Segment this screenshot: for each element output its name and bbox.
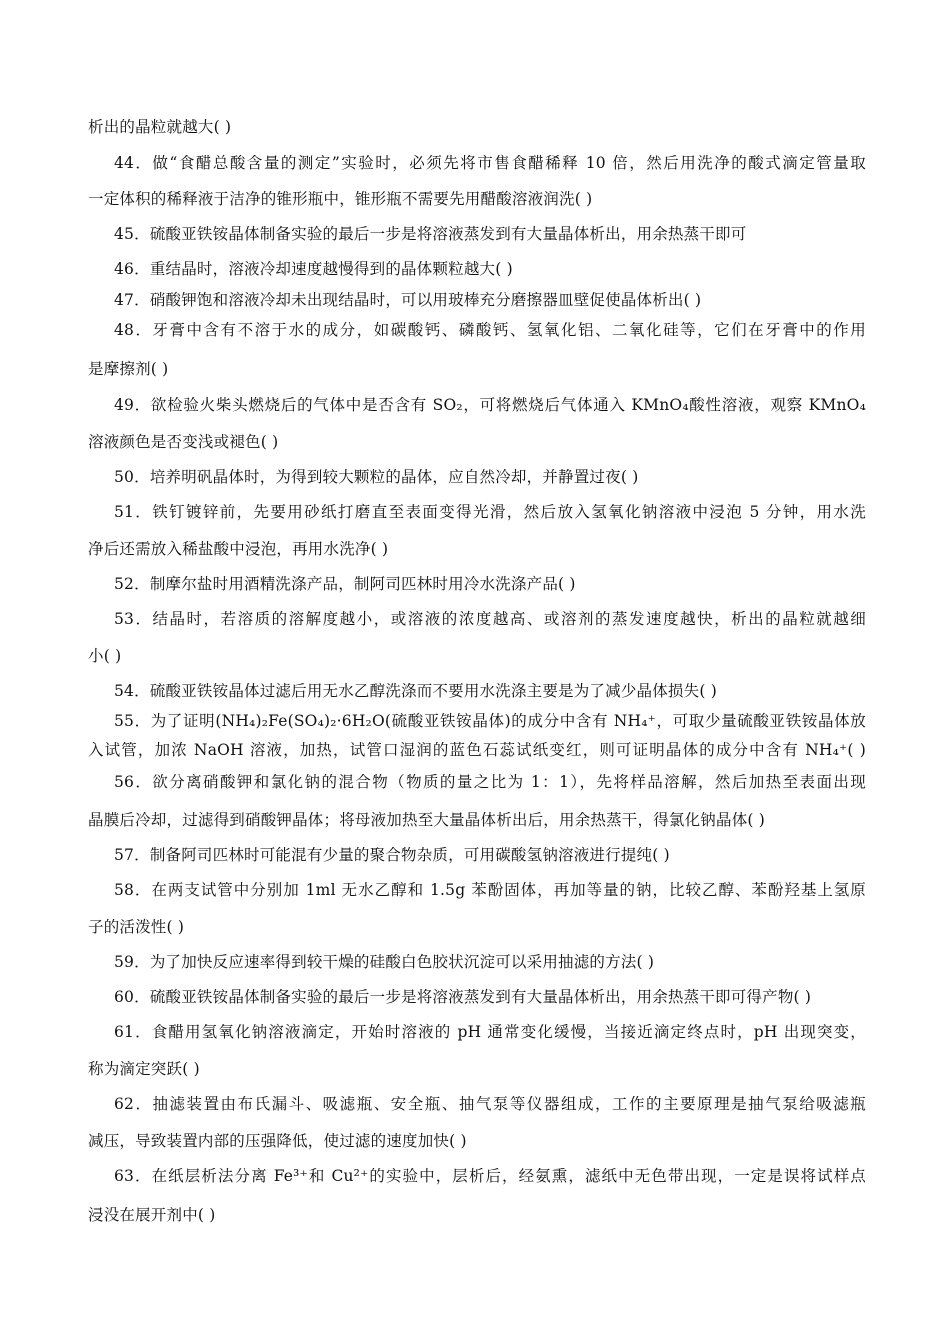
question-51: 51．铁钉镀锌前，先要用砂纸打磨直至表面变得光滑，然后放入氢氧化钠溶液中浸泡 5 分钟，用水洗	[114, 503, 866, 521]
question-54: 54．硫酸亚铁铵晶体过滤后用无水乙醇洗涤而不要用水洗涤主要是为了减少晶体损失( )	[114, 682, 717, 700]
question-46: 46．重结晶时，溶液冷却速度越慢得到的晶体颗粒越大( )	[114, 260, 513, 278]
question-44: 44．做“食醋总酸含量的测定”实验时，必须先将市售食醋稀释 10 倍，然后用洗净的酸式滴定管量取	[114, 154, 866, 172]
question-63: 63．在纸层析法分离 Fe³⁺和 Cu²⁺的实验中，层析后，经氨熏，滤纸中无色带出现，一定是误将试样点	[114, 1167, 866, 1185]
text-line: 溶液颜色是否变浅或褪色( )	[88, 433, 279, 451]
question-49: 49．欲检验火柴头燃烧后的气体中是否含有 SO₂，可将燃烧后气体通入 KMnO₄酸性溶液，观察 KMnO₄	[114, 396, 866, 414]
question-50: 50．培养明矾晶体时，为得到较大颗粒的晶体，应自然冷却，并静置过夜( )	[114, 468, 639, 486]
question-52: 52．制摩尔盐时用酒精洗涤产品，制阿司匹林时用冷水洗涤产品( )	[114, 575, 576, 593]
question-53: 53．结晶时，若溶质的溶解度越小，或溶液的浓度越高、或溶剂的蒸发速度越快，析出的晶粒就越细	[114, 610, 866, 628]
question-60: 60．硫酸亚铁铵晶体制备实验的最后一步是将溶液蒸发到有大量晶体析出，用余热蒸干即可得产物( )	[114, 988, 812, 1006]
question-58: 58．在两支试管中分别加 1ml 无水乙醇和 1.5g 苯酚固体，再加等量的钠，比较乙醇、苯酚羟基上氢原	[114, 881, 866, 899]
question-55: 55．为了证明(NH₄)₂Fe(SO₄)₂·6H₂O(硫酸亚铁铵晶体)的成分中含有 NH₄⁺，可取少量硫酸亚铁铵晶体放	[114, 712, 866, 730]
text-line: 晶膜后冷却，过滤得到硝酸钾晶体；将母液加热至大量晶体析出后，用余热蒸干，得氯化钠晶体( )	[88, 811, 766, 829]
text-line: 入试管，加浓 NaOH 溶液，加热，试管口湿润的蓝色石蕊试纸变红，则可证明晶体的成分中含有 NH₄⁺( )	[88, 741, 866, 759]
text-line: 浸没在展开剂中( )	[88, 1206, 216, 1224]
text-line: 净后还需放入稀盐酸中浸泡，再用水洗净( )	[88, 540, 389, 558]
text-line: 一定体积的稀释液于洁净的锥形瓶中，锥形瓶不需要先用醋酸溶液润洗( )	[88, 190, 593, 208]
question-45: 45．硫酸亚铁铵晶体制备实验的最后一步是将溶液蒸发到有大量晶体析出，用余热蒸干即可	[114, 225, 747, 243]
question-56: 56．欲分离硝酸钾和氯化钠的混合物（物质的量之比为 1：1），先将样品溶解，然后加热至表面出现	[114, 773, 866, 791]
question-61: 61．食醋用氢氧化钠溶液滴定，开始时溶液的 pH 通常变化缓慢，当接近滴定终点时，pH 出现突变，	[114, 1023, 866, 1041]
text-line: 减压，导致装置内部的压强降低，使过滤的速度加快( )	[88, 1132, 467, 1150]
question-62: 62．抽滤装置由布氏漏斗、吸滤瓶、安全瓶、抽气泵等仪器组成，工作的主要原理是抽气泵给吸滤瓶	[114, 1095, 866, 1113]
text-line: 子的活泼性( )	[88, 918, 185, 936]
text-line: 称为滴定突跃( )	[88, 1060, 200, 1078]
question-57: 57．制备阿司匹林时可能混有少量的聚合物杂质，可用碳酸氢钠溶液进行提纯( )	[114, 846, 670, 864]
question-48: 48．牙膏中含有不溶于水的成分，如碳酸钙、磷酸钙、氢氧化铝、二氧化硅等，它们在牙膏中的作用	[114, 321, 866, 339]
text-line: 小( )	[88, 647, 122, 665]
question-59: 59．为了加快反应速率得到较干燥的硅酸白色胶状沉淀可以采用抽滤的方法( )	[114, 953, 655, 971]
text-line: 是摩擦剂( )	[88, 360, 169, 378]
text-line: 析出的晶粒就越大( )	[88, 118, 232, 136]
question-47: 47．硝酸钾饱和溶液冷却未出现结晶时，可以用玻棒充分磨擦器皿壁促使晶体析出( )	[114, 291, 702, 309]
